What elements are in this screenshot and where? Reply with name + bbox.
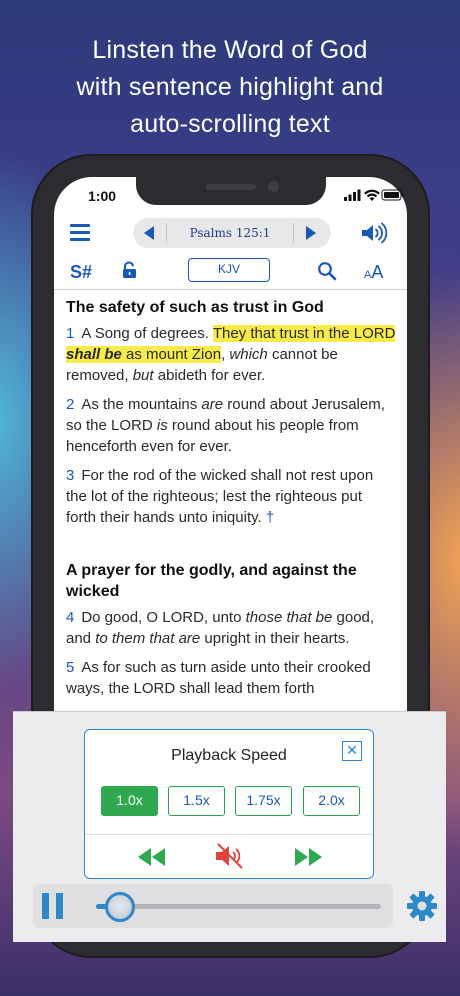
italic-text: but: [132, 367, 154, 384]
rewind-icon[interactable]: [136, 846, 168, 868]
strongs-numbers-button[interactable]: S#: [70, 262, 93, 282]
version-button[interactable]: KJV: [188, 258, 270, 282]
verse-4[interactable]: [66, 607, 396, 649]
toolbar-divider: [54, 289, 407, 290]
dialog-title: Playback Speed: [171, 747, 287, 764]
speed-option-1-5[interactable]: 1.5x: [168, 786, 225, 816]
passage-text: [66, 297, 396, 707]
cross-reference-mark[interactable]: †: [265, 509, 275, 526]
status-icons: [344, 188, 404, 202]
mute-icon[interactable]: [212, 842, 246, 870]
verse-number: 3: [66, 467, 75, 484]
verse-text: upright in their hearts.: [200, 630, 350, 647]
promo-line-1: Linsten the Word of God: [92, 36, 368, 64]
front-camera: [268, 181, 279, 192]
verse-text: As the mountains: [81, 396, 202, 413]
verse-number: 2: [66, 396, 75, 413]
verse-text: round about Jerusalem, so the LORD: [66, 396, 385, 434]
chevron-left-icon[interactable]: [140, 223, 160, 243]
progress-track[interactable]: [96, 904, 381, 909]
verse-text: cannot be removed,: [66, 346, 338, 384]
promo-line-3: auto-scrolling text: [130, 110, 330, 138]
lock-icon[interactable]: [121, 261, 139, 279]
verse-text: Do good, O LORD, unto: [81, 609, 246, 626]
italic-text: to them that are: [95, 630, 201, 647]
section-gap: [66, 536, 396, 560]
font-small-glyph: A: [364, 269, 372, 281]
highlighted-text: as mount Zion: [121, 346, 222, 363]
gear-icon[interactable]: [406, 890, 438, 922]
status-time: 1:00: [88, 188, 117, 204]
speed-option-1-75[interactable]: 1.75x: [235, 786, 292, 816]
speed-option-1-0[interactable]: 1.0x: [101, 786, 158, 816]
verse-text: good, and: [66, 609, 375, 647]
highlighted-text: They that trust in the LORD: [212, 325, 396, 342]
verse-text: A Song of degrees.: [81, 325, 213, 342]
nav-divider: [293, 223, 294, 243]
chevron-right-icon[interactable]: [300, 223, 320, 243]
font-large-glyph: A: [371, 262, 384, 282]
wifi-icon: [364, 190, 380, 201]
pause-icon[interactable]: [42, 893, 64, 919]
battery-icon: [382, 190, 404, 200]
verse-number: 4: [66, 609, 75, 626]
promo-line-2: with sentence highlight and: [76, 73, 384, 101]
font-size-button[interactable]: [364, 262, 383, 283]
verse-3[interactable]: [66, 465, 396, 528]
speaker-icon[interactable]: [360, 222, 390, 244]
verse-text: abideth for ever.: [153, 367, 266, 384]
reference-label[interactable]: Psalms 125:1: [189, 226, 271, 240]
close-button[interactable]: ✕: [342, 741, 362, 761]
phone-notch: [136, 177, 326, 205]
verse-number: 1: [66, 325, 75, 342]
speed-option-2-0[interactable]: 2.0x: [303, 786, 360, 816]
verse-text: For the rod of the wicked shall not rest upon the lot of the righteous; lest the righteous put forth their hands unto iniquity.: [66, 467, 374, 526]
italic-text: those that be: [245, 609, 333, 626]
italic-text: are: [201, 396, 224, 413]
menu-icon[interactable]: [70, 224, 90, 240]
earpiece: [206, 184, 256, 190]
section-heading: A prayer for the godly, and against the wicked: [66, 562, 357, 600]
verse-number: 5: [66, 659, 75, 676]
promo-headline: [0, 32, 460, 143]
search-icon[interactable]: [317, 261, 337, 281]
fast-forward-icon[interactable]: [292, 846, 324, 868]
italic-text: is: [156, 417, 168, 434]
verse-1[interactable]: [66, 323, 396, 386]
dialog-divider: [85, 834, 373, 835]
verse-text: ,: [221, 346, 230, 363]
verse-text: As for such as turn aside unto their crooked ways, the LORD shall lead them forth: [66, 659, 371, 697]
signal-icon: [344, 190, 361, 202]
highlighted-italic-text: shall be: [66, 346, 122, 363]
nav-divider: [166, 223, 167, 243]
section-heading: The safety of such as trust in God: [66, 299, 324, 316]
verse-2[interactable]: [66, 394, 396, 457]
italic-text: which: [229, 346, 268, 363]
verse-text: round about his people from henceforth even for ever.: [66, 417, 359, 455]
verse-5[interactable]: [66, 657, 396, 699]
